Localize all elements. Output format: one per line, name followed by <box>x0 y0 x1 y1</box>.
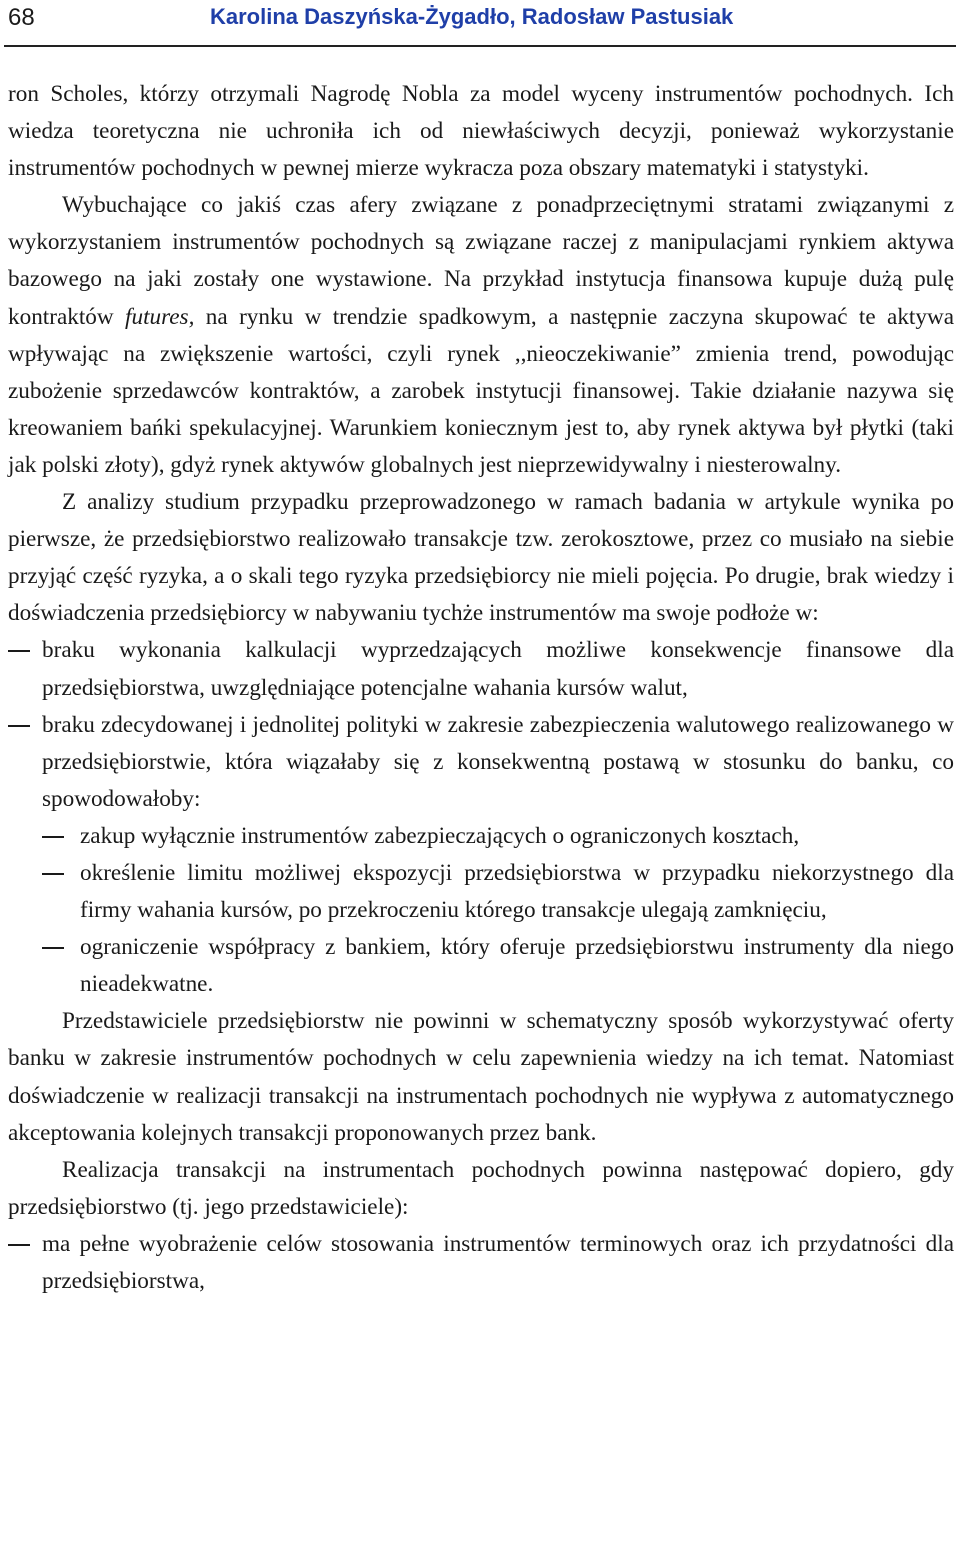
header-rule <box>4 45 956 47</box>
page-body <box>8 76 954 1300</box>
sub-list-item-text: określenie limitu możliwej ekspozycji przedsiębiorstwa w przypadku niekorzystnego dla firmy wahania kursów, po przekroczeniu którego transakcje ulegają zamknięciu, <box>80 859 954 924</box>
paragraph-4: Przedstawiciele przedsiębiorstw nie powinni w schematyczny sposób wykorzystywać oferty banku w zakresie instrumentów pochodnych w celu zapewnienia wiedzy na ich temat. Natomiast doświadczenie w realizacji transakcji na instrumentach pochodnych nie wypływa z automatycznego akceptowania kolejnych transakcji proponowanych przez bank. <box>8 1008 954 1146</box>
page-header <box>0 0 960 50</box>
list-item <box>8 707 954 818</box>
paragraph-2-part-2: na rynku w trendzie spadkowym, a następnie zaczyna skupować te aktywa wpływając na zwiększenie wartości, czyli rynek ,,nieoczekiwanie” zmienia trend, powodując zubożenie sprzedawców kontraktów, a zarobek instytucji finansowej. Takie działanie nazywa się kreowaniem bańki spekulacyjnej. Warunkiem koniecznym jest to, aby rynek aktywa był płytki (taki jak polski złoty), gdyż rynek aktywów globalnych jest nieprzewidywalny i niesterowalny. <box>8 303 955 478</box>
list-item-text: braku wykonania kalkulacji wyprzedzających możliwe konsekwencje finansowe dla przedsiębiorstwa, uwzględniające potencjalne wahania kursów walut, <box>42 637 954 701</box>
sub-list-item-text: ograniczenie współpracy z bankiem, który oferuje przedsiębiorstwu instrumenty dla niego nieadekwatne. <box>80 934 954 998</box>
running-head-authors: Karolina Daszyńska-Żygadło, Radosław Pastusiak <box>210 4 734 29</box>
paragraph-2 <box>8 187 954 484</box>
paragraph-2-italic-term: futures, <box>125 303 195 330</box>
sub-list-item-text: zakup wyłącznie instrumentów zabezpieczających o ograniczonych kosztach, <box>80 822 800 849</box>
paragraph-5: Realizacja transakcji na instrumentach pochodnych powinna następować dopiero, gdy przedsiębiorstwo (tj. jego przedstawiciele): <box>8 1156 954 1220</box>
sub-list-item <box>8 818 954 855</box>
dash-bullet <box>42 947 64 949</box>
sub-list-item <box>8 929 954 1003</box>
dash-bullet <box>8 1244 30 1246</box>
sub-list-item <box>8 855 954 929</box>
dash-bullet <box>8 650 30 652</box>
paragraph-3: Z analizy studium przypadku przeprowadzonego w ramach badania w artykule wynika po pierwsze, że przedsiębiorstwo realizowało transakcje tzw. zerokosztowe, przez co musiało na siebie przyjąć część ryzyka, a o skali tego ryzyka przedsiębiorcy nie mieli pojęcia. Po drugie, brak wiedzy i doświadczenia przedsiębiorcy w nabywaniu tychże instrumentów ma swoje podłoże w: <box>8 489 954 627</box>
list-item-text: ma pełne wyobrażenie celów stosowania instrumentów terminowych oraz ich przydatności dla przedsiębiorstwa, <box>42 1230 954 1294</box>
page-number: 68 <box>8 4 35 31</box>
paragraph-2-part-1: Wybuchające co jakiś czas afery związane z ponadprzeciętnymi stratami związanymi z wykorzystaniem instrumentów pochodnych są związane raczej z manipulacjami rynkiem aktywa bazowego na jaki zostały one wystawione. Na przykład instytucja finansowa kupuje dużą pulę kontraktów <box>8 192 954 330</box>
dash-bullet <box>42 836 64 838</box>
list-item-text: braku zdecydowanej i jednolitej polityki w zakresie zabezpieczenia walutowego realizowanego w przedsiębiorstwie, która wiązałaby się z konsekwentną postawą w stosunku do banku, co spowodowałoby: <box>42 711 954 812</box>
paragraph-1: ron Scholes, którzy otrzymali Nagrodę Nobla za model wyceny instrumentów pochodnych. Ich wiedza teoretyczna nie uchroniła ich od niewłaściwych decyzji, ponieważ wykorzystanie instrumentów pochodnych w pewnej mierze wykracza poza obszary matematyki i statystyki. <box>8 81 954 182</box>
dash-bullet <box>8 725 30 727</box>
dash-bullet <box>42 873 64 875</box>
list-item <box>8 1226 954 1300</box>
list-item <box>8 632 954 706</box>
